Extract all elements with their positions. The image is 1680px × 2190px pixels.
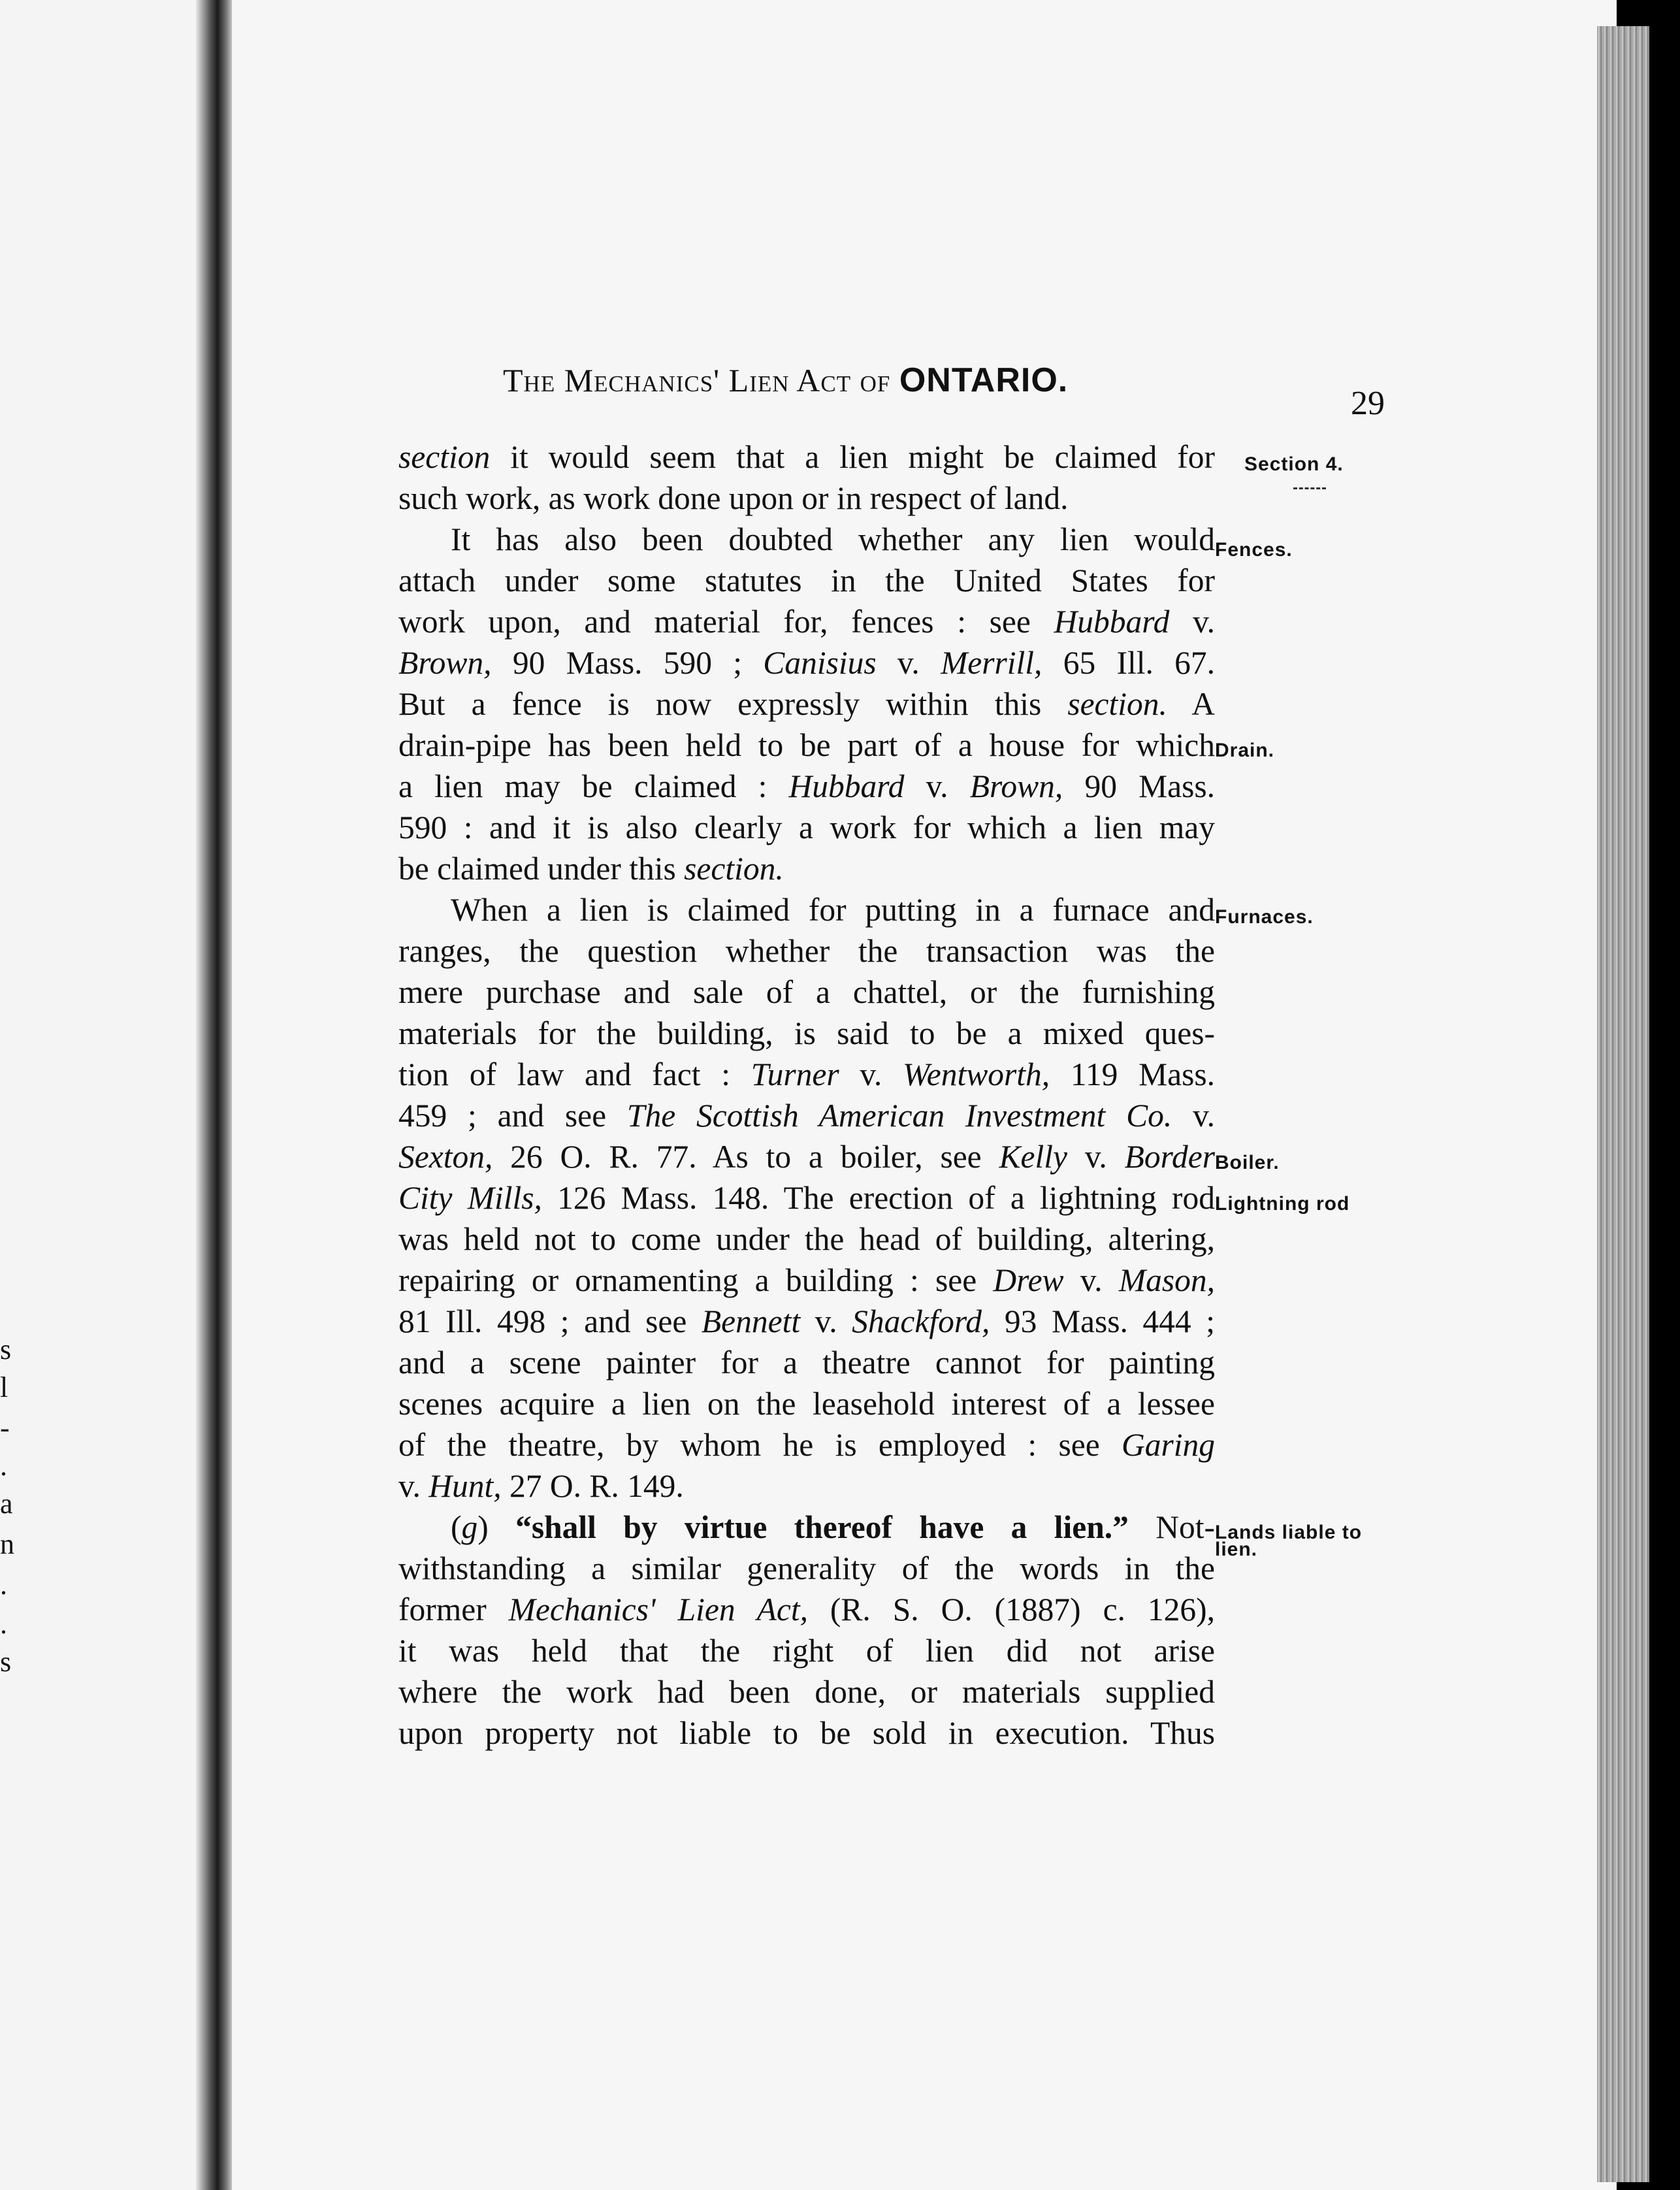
text-line xyxy=(398,1465,1215,1507)
italic-citation: Brown, xyxy=(398,645,492,681)
text-run: v. xyxy=(839,1056,903,1092)
margin-note-furnaces: Furnaces. xyxy=(1215,906,1314,928)
text-run: ( xyxy=(451,1509,462,1545)
italic-citation: Bennett xyxy=(701,1303,801,1339)
text-line xyxy=(398,1548,1215,1589)
text-line xyxy=(398,1671,1215,1712)
italic-citation: Wentworth, xyxy=(903,1056,1050,1092)
book-gutter xyxy=(196,0,235,2190)
facing-page-fragment: . xyxy=(0,1569,7,1601)
italic-citation: Hunt, xyxy=(428,1468,502,1504)
text-run: A xyxy=(1167,686,1215,722)
text-run: a lien may be claimed : xyxy=(398,768,789,804)
text-run: repairing or ornamenting a building : see xyxy=(398,1262,993,1298)
text-run: v. xyxy=(1172,1098,1215,1134)
facing-page-fragment: s xyxy=(0,1333,12,1365)
text-run: 590 : and it is also clearly a work for which a lien may xyxy=(398,809,1215,845)
italic-citation: Border xyxy=(1124,1139,1215,1175)
text-line xyxy=(398,560,1215,601)
text-line xyxy=(398,1712,1215,1754)
text-run: scenes acquire a lien on the leasehold interest of a lessee xyxy=(398,1386,1215,1422)
text-run: v. xyxy=(904,768,970,804)
text-line xyxy=(398,1424,1215,1465)
text-line xyxy=(398,1383,1215,1424)
text-run: (R. S. O. (1887) c. 126), xyxy=(807,1592,1215,1627)
text-line xyxy=(398,1218,1215,1260)
margin-note-fences: Fences. xyxy=(1215,539,1293,561)
text-run: and a scene painter for a theatre cannot for painting xyxy=(398,1345,1215,1381)
margin-note-boiler: Boiler. xyxy=(1215,1152,1280,1173)
text-run: v. xyxy=(800,1303,852,1339)
text-line xyxy=(398,1301,1215,1342)
text-line xyxy=(398,1054,1215,1095)
text-run: v. xyxy=(398,1468,429,1504)
text-line xyxy=(398,601,1215,642)
text-run: 90 Mass. 590 ; xyxy=(491,645,764,681)
text-run: it was held that the right of lien did not arise xyxy=(398,1633,1215,1669)
facing-page-fragment: a xyxy=(0,1488,13,1520)
page-number: 29 xyxy=(1351,385,1385,422)
italic-citation: section xyxy=(398,439,491,475)
text-line xyxy=(398,1630,1215,1671)
text-run: be claimed under this xyxy=(398,851,685,887)
text-line xyxy=(398,642,1215,683)
text-run: such work, as work done upon or in respect of land. xyxy=(398,480,1069,516)
italic-citation: Garing xyxy=(1121,1427,1215,1463)
text-line xyxy=(398,519,1215,560)
text-line xyxy=(398,1342,1215,1383)
italic-citation: Merrill, xyxy=(941,645,1042,681)
italic-citation: Mechanics' Lien Act, xyxy=(508,1592,808,1627)
facing-page-fragment: l xyxy=(0,1371,8,1403)
italic-citation: Kelly xyxy=(999,1139,1067,1175)
margin-note-drain: Drain. xyxy=(1215,740,1275,761)
text-run: v. xyxy=(1169,604,1215,640)
italic-citation: Hubbard xyxy=(788,768,905,804)
text-line xyxy=(398,930,1215,972)
text-run: 93 Mass. 444 ; xyxy=(990,1303,1215,1339)
text-run: ranges, the question whether the transaction was the xyxy=(398,933,1215,969)
body-text xyxy=(398,436,1215,1754)
page-edges xyxy=(1597,26,1649,2182)
italic-citation: Canisius xyxy=(763,645,877,681)
margin-note-lands-liable-cont: lien. xyxy=(1215,1539,1258,1560)
text-run: upon property not liable to be sold in execution. Thus xyxy=(398,1715,1215,1751)
facing-page-fragment: . xyxy=(0,1608,7,1640)
facing-page-fragment: - xyxy=(0,1412,10,1444)
text-line xyxy=(398,1507,1215,1548)
italic-citation: Drew xyxy=(993,1262,1064,1298)
running-head-title: The Mechanics' Lien Act of xyxy=(503,362,891,399)
italic-citation: Brown, xyxy=(969,768,1063,804)
text-line xyxy=(398,1136,1215,1177)
text-line xyxy=(398,807,1215,848)
text-run: 126 Mass. 148. The erection of a lightning rod xyxy=(541,1180,1215,1216)
text-run: work upon, and material for, fences : see xyxy=(398,604,1054,640)
text-run: When a lien is claimed for putting in a furnace and xyxy=(451,892,1215,928)
text-run: 27 O. R. 149. xyxy=(501,1468,684,1504)
italic-citation: Hubbard xyxy=(1054,604,1170,640)
text-run: v. xyxy=(1067,1139,1125,1175)
text-run: attach under some statutes in the United States for xyxy=(398,563,1215,598)
bold-heading: “shall by virtue thereof have a lien.” xyxy=(515,1509,1129,1545)
italic-citation: Shackford, xyxy=(852,1303,990,1339)
italic-citation: The Scottish American Investment Co. xyxy=(626,1098,1172,1134)
text-line xyxy=(398,1013,1215,1054)
text-run: where the work had been done, or materials supplied xyxy=(398,1674,1215,1710)
italic-citation: City Mills, xyxy=(398,1180,542,1216)
text-run: 81 Ill. 498 ; and see xyxy=(398,1303,702,1339)
margin-note-lands-liable: Lands liable to xyxy=(1215,1522,1363,1543)
text-line xyxy=(398,889,1215,930)
text-run: was held not to come under the head of building, altering, xyxy=(398,1221,1215,1257)
text-run: v. xyxy=(1063,1262,1119,1298)
text-run: But a fence is now expressly within this xyxy=(398,686,1068,722)
text-line xyxy=(398,725,1215,766)
text-run: of the theatre, by whom he is employed : see xyxy=(398,1427,1122,1463)
text-line xyxy=(398,1260,1215,1301)
text-run: 90 Mass. xyxy=(1063,768,1216,804)
facing-page-fragment: . xyxy=(0,1450,7,1482)
running-head-province: ONTARIO. xyxy=(899,361,1069,399)
text-line xyxy=(398,436,1215,478)
text-run: It has also been doubted whether any lien would xyxy=(451,521,1215,557)
text-run: materials for the building, is said to be a mixed ques- xyxy=(398,1015,1215,1051)
italic-citation: Turner xyxy=(751,1056,839,1092)
text-run: 65 Ill. 67. xyxy=(1042,645,1215,681)
text-run: drain-pipe has been held to be part of a house for which xyxy=(398,727,1215,763)
facing-page-fragment: s xyxy=(0,1646,12,1678)
text-line xyxy=(398,972,1215,1013)
text-line xyxy=(398,766,1215,807)
text-run: mere purchase and sale of a chattel, or the furnishing xyxy=(398,974,1215,1010)
facing-page-fragment: n xyxy=(0,1528,14,1560)
text-run: Not- xyxy=(1128,1509,1215,1545)
margin-note-lightning-rod: Lightning rod xyxy=(1215,1193,1350,1215)
italic-citation: g xyxy=(461,1509,478,1545)
text-run: withstanding a similar generality of the words in the xyxy=(398,1550,1215,1586)
text-run: tion of law and fact : xyxy=(398,1056,751,1092)
text-run: 26 O. R. 77. As to a boiler, see xyxy=(493,1139,999,1175)
italic-citation: Mason, xyxy=(1118,1262,1215,1298)
text-run: 119 Mass. xyxy=(1050,1056,1215,1092)
section-underline xyxy=(1293,487,1326,489)
italic-citation: section. xyxy=(1067,686,1167,722)
text-line xyxy=(398,1095,1215,1136)
text-run: it would seem that a lien might be claimed for xyxy=(490,439,1215,475)
text-run: v. xyxy=(876,645,941,681)
facing-page xyxy=(0,0,216,2190)
text-line xyxy=(398,848,1215,889)
text-run: 459 ; and see xyxy=(398,1098,627,1134)
text-line xyxy=(398,683,1215,725)
margin-note-section: Section 4. xyxy=(1244,453,1344,475)
text-line xyxy=(398,1589,1215,1630)
text-line xyxy=(398,478,1215,519)
running-head xyxy=(503,361,1068,400)
text-run: former xyxy=(398,1592,509,1627)
text-line xyxy=(398,1177,1215,1218)
italic-citation: Sexton, xyxy=(398,1139,493,1175)
italic-citation: section. xyxy=(684,851,784,887)
text-run: ) xyxy=(477,1509,516,1545)
